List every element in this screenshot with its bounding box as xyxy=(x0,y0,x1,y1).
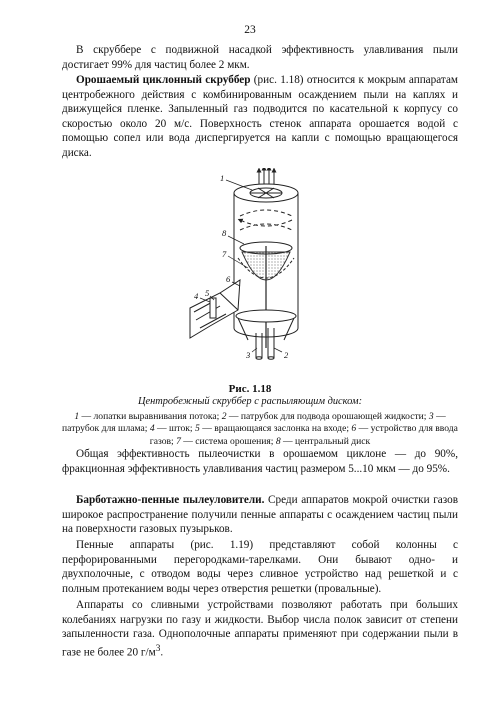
label-2: 2 xyxy=(284,350,289,360)
label-7: 7 xyxy=(222,249,227,259)
paragraph-efficiency xyxy=(62,447,458,476)
figure-legend: 1 — лопатки выравнивания потока; 2 — патрубок для подвода орошающей жидкости; 3 — патрубок для шлама; 4 — шток; 5 — вращающаяся заслонка на входе; 6 — устройство для ввода газов; 7 — система орошения; 8 — центральный диск xyxy=(62,411,458,447)
legend-num: 5 xyxy=(195,423,200,435)
label-4: 4 xyxy=(194,291,199,301)
paragraph-cyclone-scrubber xyxy=(62,73,458,161)
bottom-plate xyxy=(236,310,296,322)
legend-num: 7 xyxy=(176,435,181,447)
legend-num: 8 xyxy=(275,435,281,447)
legend-text: патрубок для шлама; xyxy=(62,423,148,435)
legend-text: вращающаяся заслонка на входе; xyxy=(214,423,349,435)
label-3: 3 xyxy=(246,350,251,360)
legend-text: лопатки выравнивания потока; xyxy=(93,411,220,422)
paragraph-intro xyxy=(62,43,458,72)
legend-text: система орошения; xyxy=(195,435,274,447)
paragraph-text: (рис. 1.18) относится к мокрым аппаратам центробежного действия с комбинированным осаждением пыли на каплях и движущейся пленке. Запыленный газ подводится по касательной к корпусу со скоростью около 20 м/с. Поверхность стенок аппарата орошается водой с помощью сопел или вода диспергируется на капли с помощью вращающегося диска. xyxy=(62,74,458,159)
legend-text: центральный диск xyxy=(295,435,371,447)
figure-subtitle: Центробежный скруббер с распыляющим диском: xyxy=(137,396,363,407)
page-number: 23 xyxy=(244,24,256,36)
legend-num: 6 xyxy=(351,423,357,435)
legend-text: устройство для ввода газов; xyxy=(149,423,458,447)
paragraph-overflow-devices xyxy=(62,598,458,660)
label-1: 1 xyxy=(220,173,225,183)
superscript: 3 xyxy=(155,643,161,654)
swirl-arrows xyxy=(240,210,292,230)
rotating-flap xyxy=(210,298,216,318)
liquid-inlet-pipe xyxy=(268,328,274,359)
paragraph-text: Среди аппаратов мокрой очистки газов широкое распространение получили пенные аппараты с осаждением частиц пыли на поверхности газовых пузырьков. xyxy=(62,494,458,536)
paragraph-heading: Орошаемый циклонный скруббер xyxy=(76,74,251,86)
scrubber-diagram xyxy=(160,168,350,368)
paragraph-text: Пенные аппараты (рис. 1.19) представляют собой колонны с перфорированными перегородками-тарелками. Они бывают одно- и двухполочные, с отводом воды через сливное устройство над решеткой и с полным протеканием воды через отверстия решетки (провальные). xyxy=(62,539,458,595)
paragraph-foam-collectors xyxy=(62,493,458,537)
scrubber-drawing xyxy=(160,168,350,368)
label-8: 8 xyxy=(222,228,227,238)
legend-text: шток; xyxy=(169,423,193,435)
paragraph-text: В скруббере с подвижной насадкой эффективность улавливания пыли достигает 99% для частиц более 2 мкм. xyxy=(62,44,458,71)
paragraph-text: Общая эффективность пылеочистки в орошаемом циклоне — до 90%, фракционная эффективность улавливания частиц размером 5...10 мкм — до 95%. xyxy=(62,448,458,475)
legend-text: патрубок для подвода орошающей жидкости; xyxy=(240,411,427,422)
paragraph-heading: Барботажно-пенные пылеуловители. xyxy=(76,494,265,506)
legend-num: 1 xyxy=(74,411,80,422)
figure-title: Рис. 1.18 xyxy=(228,383,272,395)
figure-caption xyxy=(0,383,500,407)
legend-num: 3 xyxy=(428,411,434,422)
paragraph-text: Аппараты со сливными устройствами позволяют работать при больших колебаниях нагрузки по газу и жидкости. Выбор числа полок зависит от степени запыленности газа. Однополочные аппараты применяют при содержании пыли в газе не более 20 г/м xyxy=(62,599,458,659)
paragraph-foam-apparatus xyxy=(62,538,458,596)
label-6: 6 xyxy=(226,274,231,284)
label-5: 5 xyxy=(205,288,210,298)
legend-num: 2 xyxy=(221,411,227,422)
paragraph-end: . xyxy=(160,646,164,659)
legend-num: 4 xyxy=(149,423,155,435)
